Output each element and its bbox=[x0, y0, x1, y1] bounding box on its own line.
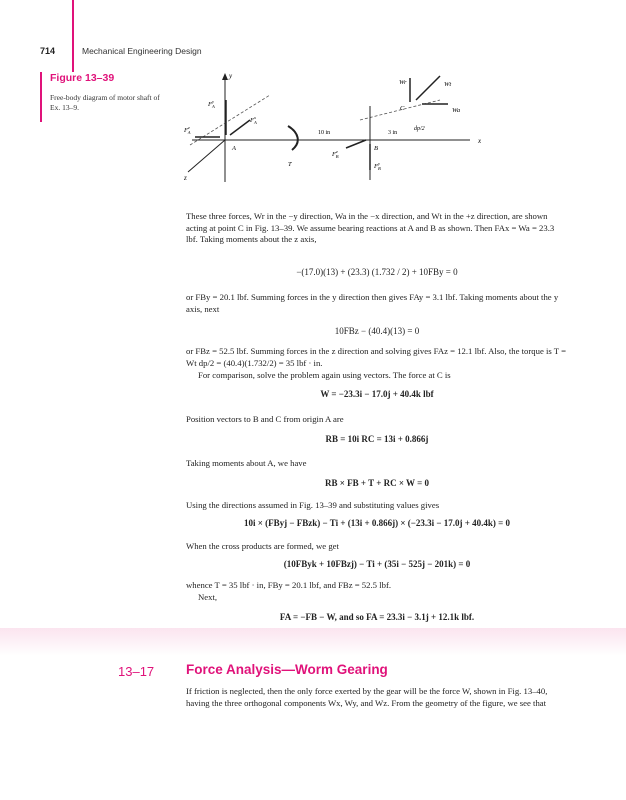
equation-5: RB × FB + T + RC × W = 0 bbox=[325, 478, 429, 488]
section-paragraph-1: If friction is neglected, then the only force exerted by the gear will be the force W, shown in Fig. 13–40, having the three orthogonal components Wx, Wy, and Wz. From the geometry of the figure, we see that bbox=[186, 686, 548, 708]
section-number: 13–17 bbox=[118, 664, 155, 679]
label-t: T bbox=[288, 161, 292, 168]
figure-label: Figure 13–39 bbox=[50, 72, 115, 84]
paragraph-10: Next, bbox=[198, 592, 218, 602]
label-fa-y-sup: y bbox=[211, 99, 214, 104]
label-fa-z bbox=[183, 125, 191, 135]
label-fb-z-sub: B bbox=[335, 154, 339, 159]
header-accent-rule bbox=[72, 0, 74, 72]
label-fb-y-sup: y bbox=[377, 161, 380, 166]
force-fb-z-arrow bbox=[346, 140, 366, 148]
y-axis-arrowhead bbox=[222, 73, 228, 80]
label-fa-y bbox=[207, 99, 215, 109]
force-fa-z-arrow bbox=[230, 120, 250, 135]
label-wa: Wa bbox=[452, 107, 461, 114]
label-fa-x-base: F bbox=[250, 117, 254, 124]
equation-4: RB = 10i RC = 13i + 0.866j bbox=[325, 434, 429, 444]
label-dim-bc: 3 in bbox=[388, 130, 398, 136]
label-fa-x-sub: A bbox=[253, 120, 257, 125]
paragraph-9: whence T = 35 lbf · in, FBy = 20.1 lbf, and FBz = 52.5 lbf. bbox=[186, 580, 392, 590]
label-a: A bbox=[232, 145, 236, 152]
label-fb-y-sub: B bbox=[377, 166, 381, 171]
paragraph-6: Taking moments about A, we have bbox=[186, 458, 307, 468]
page-number: 714 bbox=[40, 46, 56, 56]
running-title: Mechanical Engineering Design bbox=[82, 46, 202, 56]
equation-2: 10FBz − (40.4)(13) = 0 bbox=[334, 326, 420, 336]
label-fb-z bbox=[331, 149, 339, 159]
equation-8: FA = −FB − W, and so FA = 23.3i − 3.1j + 12.1k lbf. bbox=[279, 612, 475, 622]
label-fa-z-sub: A bbox=[187, 130, 191, 135]
label-fa-y-base: F bbox=[208, 101, 212, 108]
label-dp2: dp/2 bbox=[414, 126, 425, 132]
paragraph-4: For comparison, solve the problem again using vectors. The force at C is bbox=[198, 370, 451, 380]
label-wt: Wt bbox=[444, 81, 452, 88]
label-x: x bbox=[478, 137, 482, 145]
paragraph-5: Position vectors to B and C from origin A are bbox=[186, 414, 344, 424]
paragraph-8: When the cross products are formed, we get bbox=[186, 541, 339, 551]
z-axis bbox=[188, 140, 225, 172]
paragraph-1: These three forces, Wr in the −y direction, Wa in the −x direction, and Wt in the +z direction, are shown acting at point C in Fig. 13–39. We assume bearing reactions at A and B as shown. Then FAx = Wa = 23.3 lbf. Taking moments about the z axis, bbox=[186, 211, 555, 244]
paragraph-3: or FBz = 52.5 lbf. Summing forces in the z direction and solving gives FAz = 12.1 lbf. Also, the torque is T = Wt dp/2 = (40.4)(1.732/2) = 35 lbf · in. bbox=[186, 346, 567, 368]
label-fb-y-base: F bbox=[374, 163, 378, 170]
label-c: C bbox=[400, 105, 405, 112]
section-band bbox=[0, 628, 626, 656]
label-dim-ab: 10 in bbox=[318, 130, 331, 136]
label-fb-z-sup: z bbox=[335, 149, 338, 154]
label-fa-y-sub: A bbox=[211, 104, 215, 109]
label-fb-y bbox=[373, 161, 381, 171]
label-fa-z-base: F bbox=[184, 127, 188, 134]
free-body-diagram bbox=[170, 70, 500, 185]
label-y: y bbox=[229, 72, 233, 80]
paragraph-7: Using the directions assumed in Fig. 13–39 and substituting values gives bbox=[186, 500, 440, 510]
label-fa-x-sup: x bbox=[253, 115, 256, 120]
equation-6: 10i × (FByj − FBzk) − Ti + (13i + 0.866j) × (−23.3i − 17.0j + 40.4k) = 0 bbox=[244, 518, 510, 528]
equation-3: W = −23.3i − 17.0j + 40.4k lbf bbox=[320, 389, 434, 399]
equation-1: −(17.0)(13) + (23.3) (1.732 / 2) + 10FBy = 0 bbox=[296, 267, 458, 277]
label-wr: Wr bbox=[399, 79, 407, 86]
label-z: z bbox=[184, 174, 187, 182]
equation-7: (10FByk + 10FBzj) − Ti + (35i − 525j − 201k) = 0 bbox=[283, 559, 471, 569]
figure-caption: Free-body diagram of motor shaft of Ex. 13–9. bbox=[50, 93, 160, 112]
figure-accent-bar bbox=[40, 72, 42, 122]
label-fa-z-sup: z bbox=[187, 125, 190, 130]
paragraph-2: or FBy = 20.1 lbf. Summing forces in the y direction then gives FAy = 3.1 lbf. Taking moments about the y axis, next bbox=[186, 292, 559, 314]
force-wt-arrow bbox=[416, 76, 440, 100]
label-fb-z-base: F bbox=[332, 151, 336, 158]
label-fa-x bbox=[249, 115, 257, 125]
label-b: B bbox=[374, 145, 378, 152]
torque-arc bbox=[288, 126, 298, 150]
section-title: Force Analysis—Worm Gearing bbox=[186, 662, 388, 677]
